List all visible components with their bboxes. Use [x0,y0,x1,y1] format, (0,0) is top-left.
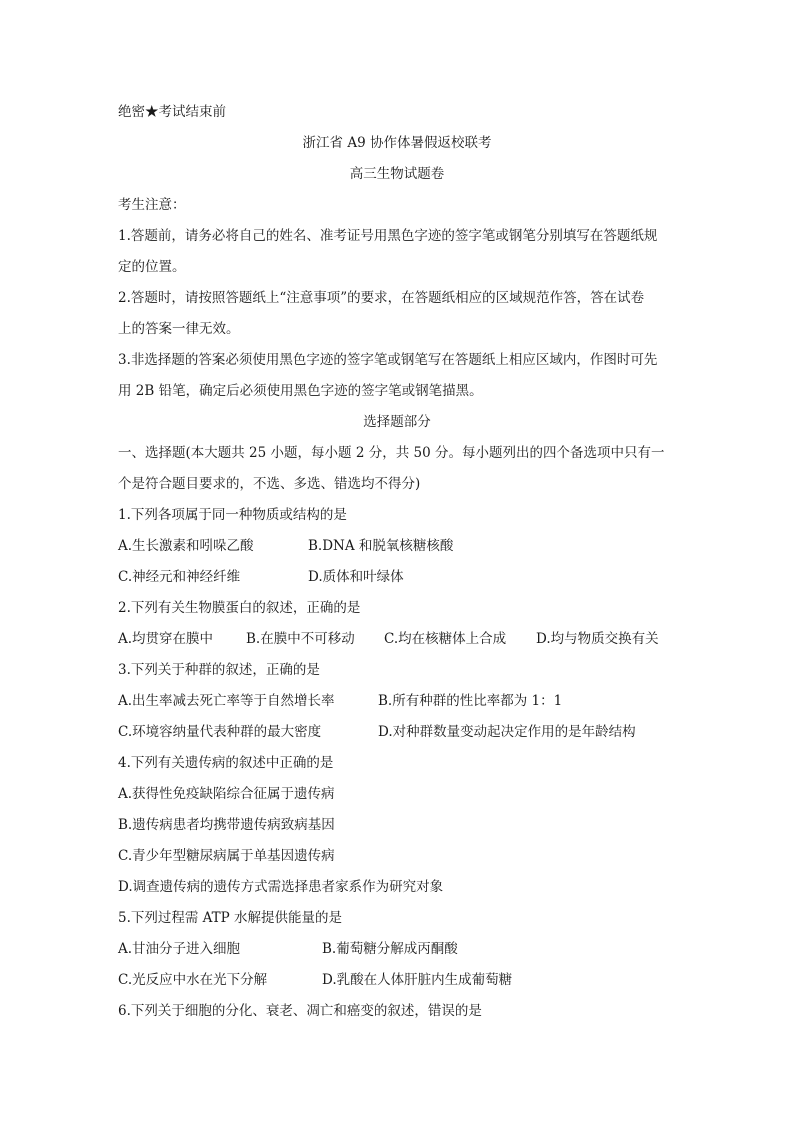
notice-item-2-line-1: 2.答题时，请按照答题纸上“注意事项”的要求，在答题纸相应的区域规范作答，答在试卷 [118,290,645,306]
question-3-option-a: A.出生率减去死亡率等于自然增长率 [118,693,335,709]
question-1-option-d: D.质体和叶绿体 [308,569,404,585]
question-1-option-b: B.DNA 和脱氧核糖核酸 [308,538,454,554]
section-intro-line-2: 个是符合题目要求的，不选、多选、错选均不得分) [118,476,421,492]
question-5-stem: 5.下列过程需 ATP 水解提供能量的是 [118,910,343,926]
question-4-option-d: D.调查遗传病的遗传方式需选择患者家系作为研究对象 [118,879,444,895]
question-2-option-d: D.均与物质交换有关 [536,631,659,647]
exam-title: 浙江省 A9 协作体暑假返校联考 [302,135,492,151]
section-title: 选择题部分 [363,414,431,430]
question-1-option-c: C.神经元和神经纤维 [118,569,241,585]
notice-item-1-line-2: 定的位置。 [118,259,186,275]
question-1-stem: 1.下列各项属于同一种物质或结构的是 [118,507,347,523]
question-4-stem: 4.下列有关遗传病的叙述中正确的是 [118,755,334,771]
notice-item-3-line-2: 用 2B 铅笔，确定后必须使用黑色字迹的签字笔或钢笔描黑。 [118,383,483,399]
question-5-option-a: A.甘油分子进入细胞 [118,941,241,957]
question-3-option-c: C.环境容纳量代表种群的最大密度 [118,724,322,740]
notice-item-3-line-1: 3.非选择题的答案必须使用黑色字迹的签字笔或钢笔写在答题纸上相应区域内，作图时可先 [118,352,658,368]
question-2-option-b: B.在膜中不可移动 [246,631,355,647]
question-4-option-b: B.遗传病患者均携带遗传病致病基因 [118,817,335,833]
question-3-option-b: B.所有种群的性比率都为 1：1 [378,693,563,709]
question-4-option-c: C.青少年型糖尿病属于单基因遗传病 [118,848,335,864]
question-5-option-c: C.光反应中水在光下分解 [118,972,268,988]
question-2-stem: 2.下列有关生物膜蛋白的叙述，正确的是 [118,600,361,616]
question-5-option-b: B.葡萄糖分解成丙酮酸 [322,941,458,957]
notice-item-1-line-1: 1.答题前，请务必将自己的姓名、准考证号用黑色字迹的签字笔或钢笔分别填写在答题纸规 [118,228,658,244]
question-4-option-a: A.获得性免疫缺陷综合征属于遗传病 [118,786,335,802]
question-5-option-d: D.乳酸在人体肝脏内生成葡萄糖 [322,972,513,988]
question-3-stem: 3.下列关于种群的叙述，正确的是 [118,662,320,678]
section-intro-line-1: 一、选择题(本大题共 25 小题，每小题 2 分，共 50 分。每小题列出的四个备选项中只有一 [118,445,665,461]
notice-heading: 考生注意： [118,197,186,213]
question-3-option-d: D.对种群数量变动起决定作用的是年龄结构 [378,724,636,740]
exam-subtitle: 高三生物试题卷 [349,166,445,182]
notice-item-2-line-2: 上的答案一律无效。 [118,321,240,337]
secret-label: 绝密★考试结束前 [118,104,226,120]
question-2-option-a: A.均贯穿在膜中 [118,631,214,647]
question-2-option-c: C.均在核糖体上合成 [384,631,507,647]
question-6-stem: 6.下列关于细胞的分化、衰老、凋亡和癌变的叙述，错误的是 [118,1003,482,1019]
question-1-option-a: A.生长激素和吲哚乙酸 [118,538,254,554]
